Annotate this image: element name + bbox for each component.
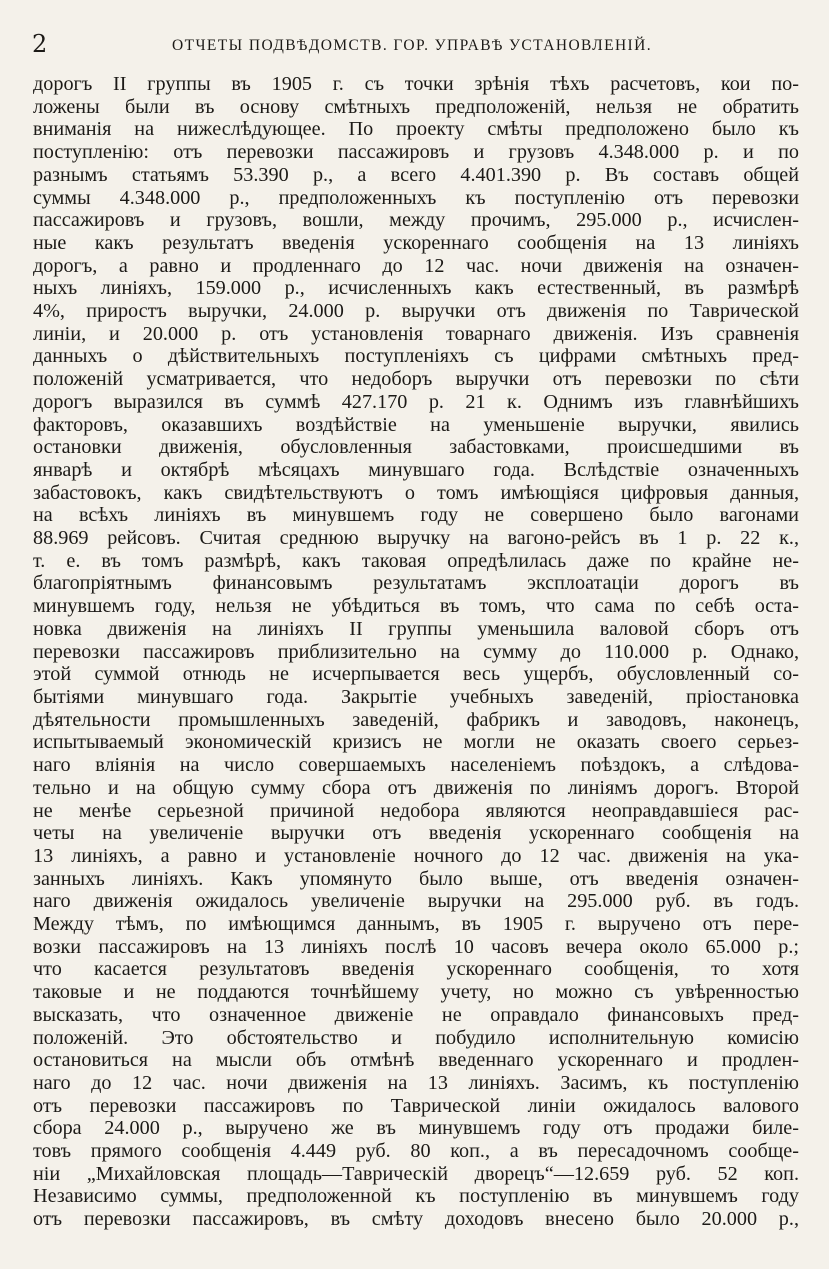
text-line: положеній усматривается, что недоборъ выручки отъ перевозки по сѣти — [33, 368, 799, 391]
text-line: 88.969 рейсовъ. Считая среднюю выручку на вагоно-рейсъ въ 1 р. 22 к., — [33, 527, 799, 550]
text-line: Между тѣмъ, по имѣющимся даннымъ, въ 1905 г. выручено отъ пере- — [33, 913, 799, 936]
text-line: остановиться на мысли объ отмѣнѣ введеннаго ускореннаго и продлен- — [33, 1049, 799, 1072]
text-line: факторовъ, оказавшихъ воздѣйствіе на уменьшеніе выручки, явились — [33, 413, 799, 436]
text-line: отъ перевозки пассажировъ, въ смѣту доходовъ внесено было 20.000 р., — [33, 1208, 799, 1231]
text-line: бытіями минувшаго года. Закрытіе учебныхъ заведеній, пріостановка — [33, 685, 799, 708]
text-line: Независимо суммы, предположенной къ поступленію въ минувшемъ году — [33, 1185, 799, 1208]
text-line: 4%, приростъ выручки, 24.000 р. выручки отъ движенія по Таврической — [33, 300, 799, 323]
text-line: линіи, и 20.000 р. отъ установленія товарнаго движенія. Изъ сравненія — [33, 322, 799, 345]
text-line: т. е. въ томъ размѣрѣ, какъ таковая опредѣлилась даже по крайне не- — [33, 549, 799, 572]
text-line: дорогъ, а равно и продленнаго до 12 час. ночи движенія на означен- — [33, 254, 799, 277]
text-line: вниманія на нижеслѣдующее. По проекту смѣты предположено было къ — [33, 118, 799, 141]
text-line: отъ перевозки пассажировъ по Таврической линіи ожидалось валового — [33, 1094, 799, 1117]
text-line: новка движенія на линіяхъ II группы уменьшила валовой сборъ отъ — [33, 617, 799, 640]
text-line: январѣ и октябрѣ мѣсяцахъ минувшаго года. Вслѣдствіе означенныхъ — [33, 458, 799, 481]
text-line: этой суммой отнюдь не исчерпывается весь ущербъ, обусловленный со- — [33, 663, 799, 686]
text-line: наго движенія ожидалось увеличеніе выручки на 295.000 руб. въ годъ. — [33, 890, 799, 913]
text-line: дорогъ II группы въ 1905 г. съ точки зрѣнія тѣхъ расчетовъ, кои по- — [33, 73, 799, 95]
text-line: благопріятнымъ финансовымъ результатамъ эксплоатаціи дорогъ въ — [33, 572, 799, 595]
text-line: поступленію: отъ перевозки пассажировъ и грузовъ 4.348.000 р. и по — [33, 141, 799, 164]
text-line: высказать, что означенное движеніе не оправдало финансовыхъ пред- — [33, 1003, 799, 1026]
page-number: 2 — [32, 30, 48, 58]
text-line: не менѣе серьезной причиной недобора являются неоправдавшіеся рас- — [33, 799, 799, 822]
text-line: что касается результатовъ введенія ускореннаго сообщенія, то хотя — [33, 958, 799, 981]
text-line: 13 линіяхъ, а равно и установленіе ночного до 12 час. движенія на ука- — [33, 844, 799, 867]
text-line: на всѣхъ линіяхъ въ минувшемъ году не совершено было вагонами — [33, 504, 799, 527]
text-line: четы на увеличеніе выручки отъ введенія ускореннаго сообщенія на — [33, 822, 799, 845]
text-line: ложены были въ основу смѣтныхъ предположеній, нельзя не обратить — [33, 95, 799, 118]
page-header — [32, 28, 801, 62]
running-head: ОТЧЕТЫ ПОДВѢДОМСТВ. ГОР. УПРАВѢ УСТАНОВЛЕНІЙ. — [172, 37, 652, 54]
text-line: пассажировъ и грузовъ, вошли, между прочимъ, 295.000 р., исчислен- — [33, 209, 799, 232]
text-line: наго до 12 час. ночи движенія на 13 линіяхъ. Засимъ, къ поступленію — [33, 1071, 799, 1094]
text-line: перевозки пассажировъ приблизительно на сумму до 110.000 р. Однако, — [33, 640, 799, 663]
text-line: таковые и не поддаются точнѣйшему учету, но можно съ увѣренностью — [33, 981, 799, 1004]
text-line: остановки движенія, обусловленныя забастовками, происшедшими въ — [33, 436, 799, 459]
text-line: возки пассажировъ на 13 линіяхъ послѣ 10 часовъ вечера около 65.000 р.; — [33, 935, 799, 958]
text-line: разнымъ статьямъ 53.390 р., а всего 4.401.390 р. Въ составъ общей — [33, 163, 799, 186]
text-line: занныхъ линіяхъ. Какъ упомянуто было выше, отъ введенія означен- — [33, 867, 799, 890]
text-line: данныхъ о дѣйствительныхъ поступленіяхъ съ цифрами смѣтныхъ пред- — [33, 345, 799, 368]
body-text — [33, 73, 799, 1231]
text-line: товъ прямого сообщенія 4.449 руб. 80 коп., а въ пересадочномъ сообще- — [33, 1140, 799, 1163]
text-line: дѣятельности промышленныхъ заведеній, фабрикъ и заводовъ, наконецъ, — [33, 708, 799, 731]
text-line: ніи „Михайловская площадь—Таврическій дворецъ“—12.659 руб. 52 коп. — [33, 1162, 799, 1185]
text-line: сбора 24.000 р., выручено же въ минувшемъ году отъ продажи билe- — [33, 1117, 799, 1140]
text-line: тельно и на общую сумму сбора отъ движенія по линіямъ дорогъ. Второй — [33, 776, 799, 799]
text-line: дорогъ выразился въ суммѣ 427.170 р. 21 к. Однимъ изъ главнѣйшихъ — [33, 390, 799, 413]
text-line: минувшемъ году, нельзя не убѣдиться въ томъ, что сама по себѣ оста- — [33, 595, 799, 618]
text-line: суммы 4.348.000 р., предположенныхъ къ поступленію отъ перевозки — [33, 186, 799, 209]
text-line: испытываемый экономическій кризисъ не могли не оказать своего серьез- — [33, 731, 799, 754]
text-line: ные какъ результатъ введенія ускореннаго сообщенія на 13 линіяхъ — [33, 231, 799, 254]
text-line: ныхъ линіяхъ, 159.000 р., исчисленныхъ какъ естественный, въ размѣрѣ — [33, 277, 799, 300]
text-line: наго вліянія на число совершаемыхъ населеніемъ поѣздокъ, а слѣдова- — [33, 754, 799, 777]
text-line: положеній. Это обстоятельство и побудило исполнительную комисію — [33, 1026, 799, 1049]
text-line: забастовокъ, какъ свидѣтельствуютъ о томъ имѣющіяся цифровыя данныя, — [33, 481, 799, 504]
